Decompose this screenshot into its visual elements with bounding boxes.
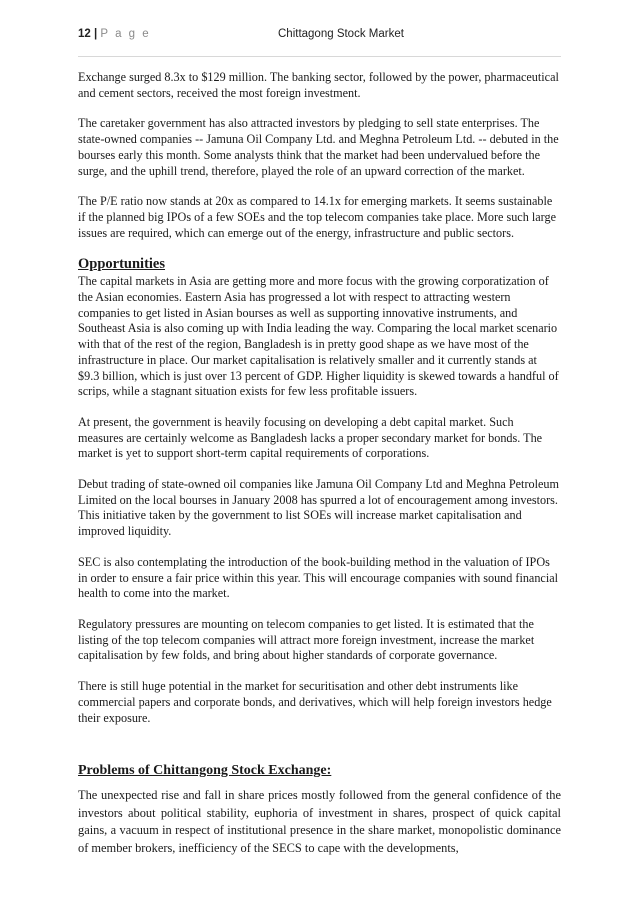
page-header (78, 28, 561, 50)
page-word: P a g e (100, 28, 151, 40)
opportunities-paragraph-5: Regulatory pressures are mounting on telecom companies to get listed. It is estimated that the listing of the top telecom companies will attract more foreign investment, increase the market capitalisation by few folds, and bring about higher standards of corporate governance. (78, 616, 535, 663)
page-content (78, 70, 561, 857)
paragraph-top-1: Exchange surged 8.3x to $129 million. The banking sector, followed by the power, pharmaceutical and cement sectors, received the most foreign investment. (78, 70, 559, 100)
opportunities-paragraph-6: There is still huge potential in the market for securitisation and other debt instruments like commercial papers and corporate bonds, and derivatives, which will help foreign investors hedge their exposure. (78, 679, 552, 725)
header-separator: | (94, 28, 98, 40)
opportunities-paragraph-3: Debut trading of state-owned oil companies like Jamuna Oil Company Ltd and Meghna Petroleum Limited on the local bourses in January 2008 has spurred a lot of encouragement among investors. This initiative taken by the government to list SOEs will increase market capitalisation and improved liquidity. (78, 477, 559, 539)
problems-paragraph: The unexpected rise and fall in share prices mostly followed from the general confidence of the investors about political stability, euphoria of investment in shares, prospect of quick capital gains, a vacuum in respect of institutional presence in the share market, monopolistic dominance of member brokers, inefficiency of the SECS to cape with the developments, (78, 788, 561, 855)
page-number: 12 (78, 28, 91, 40)
header-title: Chittagong Stock Market (278, 28, 404, 40)
opportunities-paragraph-1: The capital markets in Asia are getting more and more focus with the growing corporatization of the Asian economies. Eastern Asia has progressed a lot with respect to attracting western companies to get listed in Asian bourses as well as supporting innovative instruments, and Southeast Asia is also coming up with India leading the way. Comparing the local market scenario with that of the rest of the region, Bangladesh is in pretty good shape as we have most of the infrastructure in place. Our market capitalisation is relatively smaller and it currently stands at $9.3 billion, which is just over 13 percent of GDP. Higher liquidity is skewed towards a handful of scrips, while a stagnant situation exists for few less profitable issuers. (78, 274, 559, 399)
page-number-label (78, 28, 151, 40)
opportunities-heading: Opportunities (78, 256, 166, 273)
paragraph-top-2: The caretaker government has also attracted investors by pledging to sell state enterprises. The state-owned companies -- Jamuna Oil Company Ltd. and Meghna Petroleum Ltd. -- debuted in the bourses early this month. Some analysts think that the market had been undervalued before the surge, and the uphill trend, therefore, played the role of an upward correction of the market. (78, 116, 559, 178)
opportunities-paragraph-4: SEC is also contemplating the introduction of the book-building method in the valuation of IPOs in order to ensure a fair price within this year. This will encourage companies with sound financial health to come into the market. (78, 554, 559, 601)
paragraph-top-3: The P/E ratio now stands at 20x as compared to 14.1x for emerging markets. It seems sustainable if the planned big IPOs of a few SOEs and the top telecom companies take place. More such large issues are required, which can emerge out of the energy, infrastructure and public sectors. (78, 194, 556, 240)
opportunities-paragraph-2: At present, the government is heavily focusing on developing a debt capital market. Such measures are certainly welcome as Bangladesh lacks a proper secondary market for bonds. The market is yet to support short-term capital requirements of corporations. (78, 414, 543, 461)
problems-heading: Problems of Chittangong Stock Exchange: (78, 763, 332, 779)
header-divider (78, 56, 561, 57)
